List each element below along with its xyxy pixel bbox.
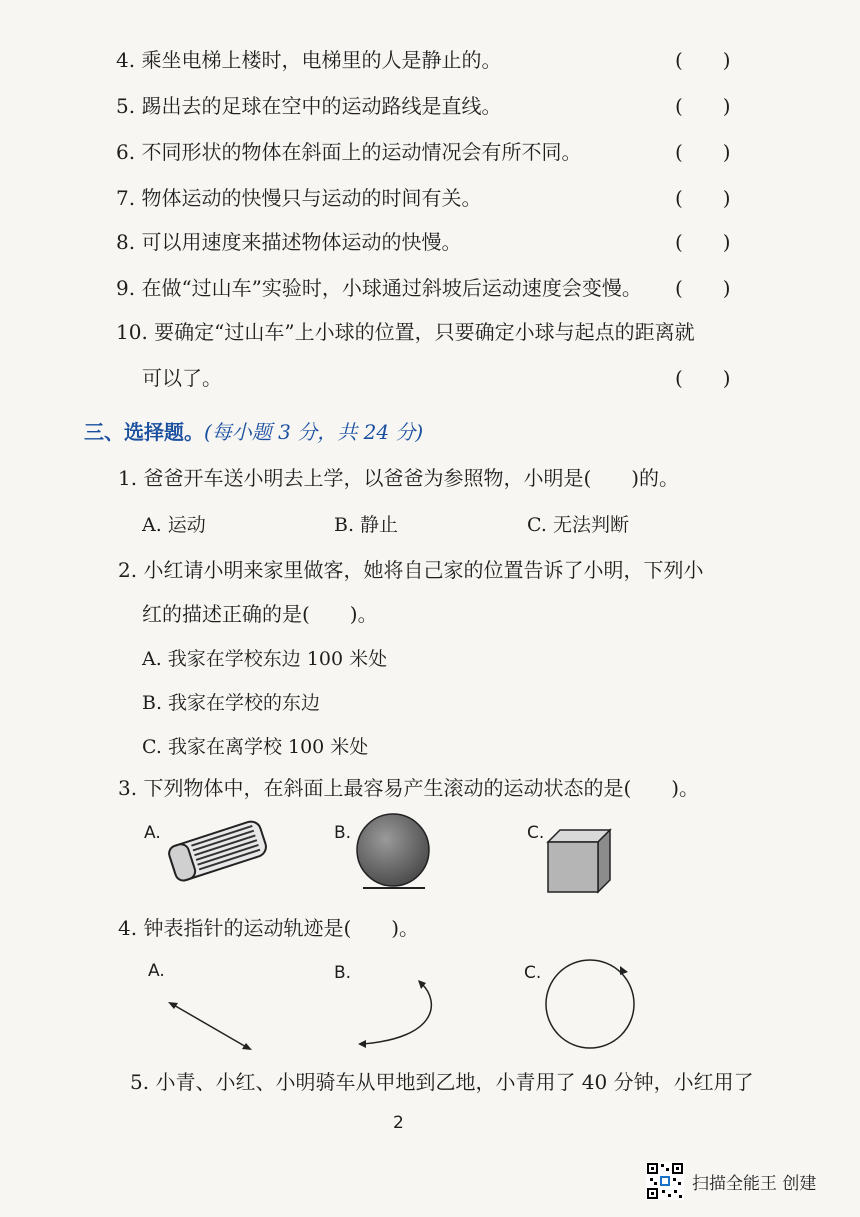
question-text: 6. 不同形状的物体在斜面上的运动情况会有所不同。 (116, 140, 582, 164)
option-c[interactable]: C. 我家在离学校 100 米处 (142, 736, 369, 758)
option-b[interactable]: B. 静止 (334, 514, 399, 536)
scanner-watermark (646, 1162, 816, 1200)
answer-blank[interactable]: ( ) (675, 230, 731, 254)
question-text: 7. 物体运动的快慢只与运动的时间有关。 (116, 186, 482, 210)
eraser-icon[interactable] (160, 808, 275, 893)
question-text: 3. 下列物体中，在斜面上最容易产生滚动的运动状态的是( )。 (118, 776, 700, 800)
question-text: 4. 乘坐电梯上楼时，电梯里的人是静止的。 (116, 48, 502, 72)
question-text: 9. 在做“过山车”实验时，小球通过斜坡后运动速度会变慢。 (116, 276, 642, 300)
option-b[interactable]: B. 我家在学校的东边 (142, 692, 321, 714)
question-text: 4. 钟表指针的运动轨迹是( )。 (118, 916, 420, 940)
answer-blank[interactable]: ( ) (675, 48, 731, 72)
page-number: 2 (393, 1113, 404, 1133)
option-c-label[interactable]: C. (527, 823, 545, 843)
answer-blank[interactable]: ( ) (675, 366, 731, 390)
answer-blank[interactable]: ( ) (675, 94, 731, 118)
option-c-label[interactable]: C. (524, 963, 542, 983)
option-a[interactable]: A. 运动 (142, 514, 206, 536)
answer-blank[interactable]: ( ) (675, 140, 731, 164)
qr-code-icon (646, 1162, 684, 1200)
straight-arrow-icon[interactable] (164, 996, 256, 1056)
option-b-label[interactable]: B. (334, 823, 352, 843)
section-note: (每小题 3 分，共 24 分) (204, 420, 424, 444)
question-text: 可以了。 (142, 366, 222, 390)
watermark-text: 扫描全能王 创建 (692, 1173, 817, 1194)
option-a-label[interactable]: A. (148, 961, 165, 981)
cube-icon[interactable] (546, 828, 612, 894)
question-text: 10. 要确定“过山车”上小球的位置，只要确定小球与起点的距离就 (116, 320, 695, 344)
question-text: 红的描述正确的是( )。 (142, 602, 378, 626)
answer-blank[interactable]: ( ) (675, 186, 731, 210)
question-text: 1. 爸爸开车送小明去上学，以爸爸为参照物，小明是( )的。 (118, 466, 680, 490)
question-text: 8. 可以用速度来描述物体运动的快慢。 (116, 230, 462, 254)
ball-icon[interactable] (355, 812, 431, 892)
option-b-label[interactable]: B. (334, 963, 352, 983)
option-c[interactable]: C. 无法判断 (527, 514, 629, 536)
question-text: 2. 小红请小明来家里做客，她将自己家的位置告诉了小明，下列小 (118, 558, 704, 582)
option-a-label[interactable]: A. (144, 823, 161, 843)
section-heading (84, 418, 423, 446)
circle-path-icon[interactable] (542, 956, 638, 1052)
question-text: 5. 小青、小红、小明骑车从甲地到乙地，小青用了 40 分钟，小红用了 (130, 1070, 754, 1094)
curved-arrow-icon[interactable] (352, 976, 442, 1056)
question-text: 5. 踢出去的足球在空中的运动路线是直线。 (116, 94, 502, 118)
answer-blank[interactable]: ( ) (675, 276, 731, 300)
section-title: 三、选择题。 (84, 420, 204, 444)
option-a[interactable]: A. 我家在学校东边 100 米处 (142, 648, 388, 670)
